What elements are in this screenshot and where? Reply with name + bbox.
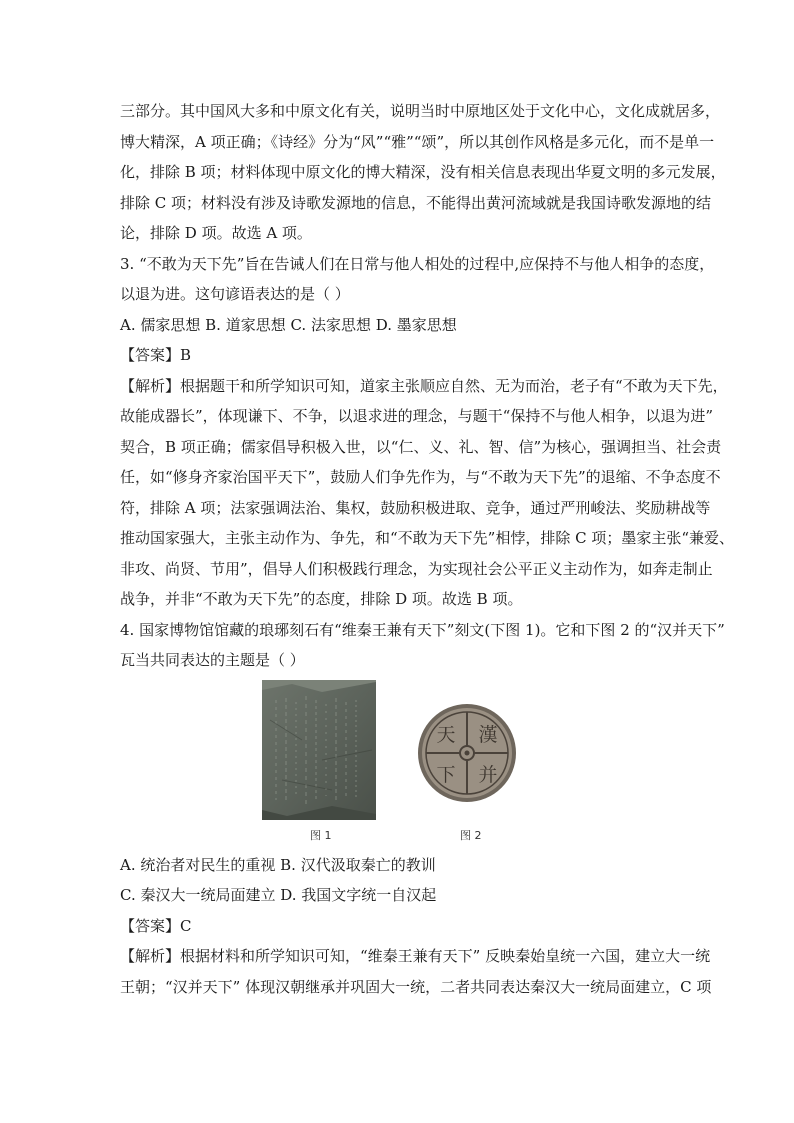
question-4-stem-cont: 瓦当共同表达的主题是（ ） — [120, 651, 305, 669]
figure-1-caption: 图 1 — [310, 828, 332, 842]
question-3-analysis: 【解析】根据题干和所学知识可知，道家主张顺应自然、无为而治，老子有“不敢为天下先， — [120, 376, 728, 395]
question-3-stem-cont: 以退为进。这句谚语表达的是（ ） — [120, 285, 350, 303]
question-4-answer: 【答案】C — [120, 916, 192, 935]
tile-char-bing: 并 — [478, 763, 498, 786]
tile-char-tian: 天 — [436, 723, 456, 746]
question-4-options-cd: C. 秦汉大一统局面建立 D. 我国文字统一自汉起 — [120, 886, 437, 904]
question-4-stem: 4. 国家博物馆馆藏的琅琊刻石有“维秦王兼有天下”刻文(下图 1)。它和下图 2 的“汉并天下” — [120, 620, 725, 639]
text-line: 化，排除 B 项；材料体现中原文化的博大精深，没有相关信息表现出华夏文明的多元发展， — [120, 163, 726, 181]
text-line: 排除 C 项；材料没有涉及诗歌发源地的信息，不能得出黄河流域就是我国诗歌发源地的结 — [120, 193, 712, 212]
roof-tile-image — [417, 703, 517, 803]
text-line: 契合，B 项正确；儒家倡导积极入世，以“仁、义、礼、智、信”为核心，强调担当、社会责 — [120, 437, 722, 456]
figures-row — [120, 680, 680, 848]
tile-char-han: 漢 — [478, 723, 498, 746]
text-line: 符，排除 A 项；法家强调法治、集权，鼓励积极进取、竞争，通过严刑峻法、奖励耕战等 — [120, 498, 711, 517]
figure-2-caption: 图 2 — [460, 828, 482, 842]
text-line: 非攻、尚贤、节用”，倡导人们积极践行理念，为实现社会公平正义主动作为，如奔走制止 — [120, 559, 713, 578]
question-3-options: A. 儒家思想 B. 道家思想 C. 法家思想 D. 墨家思想 — [120, 315, 457, 334]
text-line: 故能成器长”，体现谦下、不争，以退求进的理念，与题干“保持不与他人相争，以退为进” — [120, 407, 714, 425]
tile-char-xia: 下 — [436, 763, 456, 786]
question-3-answer: 【答案】B — [120, 346, 192, 364]
question-3-stem: 3. “不敢为天下先”旨在告诫人们在日常与他人相处的过程中,应保持不与他人相争的态度， — [120, 254, 715, 273]
text-block-bottom — [120, 850, 712, 1003]
question-4-options-ab: A. 统治者对民生的重视 B. 汉代汲取秦亡的教训 — [120, 855, 436, 874]
text-line: 战争，并非“不敢为天下先”的态度，排除 D 项。故选 B 项。 — [120, 590, 523, 608]
text-line: 博大精深，A 项正确；《诗经》分为“风”“雅”“颂”，所以其创作风格是多元化，而不是单一 — [120, 132, 715, 151]
text-block-top — [120, 96, 735, 676]
stone-inscription-image — [262, 680, 376, 820]
text-line: 论，排除 D 项。故选 A 项。 — [120, 224, 312, 242]
text-line: 推动国家强大，主张主动作为、争先，和“不敢为天下先”相悖，排除 C 项；墨家主张“兼爱、 — [120, 529, 735, 547]
text-line: 任，如“修身齐家治国平天下”，鼓励人们争先作为，与“不敢为天下先”的退缩、不争态度不 — [120, 468, 721, 486]
document-page — [120, 96, 735, 1002]
text-line: 三部分。其中国风大多和中原文化有关，说明当时中原地区处于文化中心，文化成就居多， — [120, 102, 721, 120]
text-line: 王朝；“汉并天下” 体现汉朝继承并巩固大一统，二者共同表达秦汉大一统局面建立，C 项 — [120, 977, 712, 996]
question-4-analysis: 【解析】根据材料和所学知识可知，“维秦王兼有天下” 反映秦始皇统一六国，建立大一统 — [120, 947, 711, 965]
